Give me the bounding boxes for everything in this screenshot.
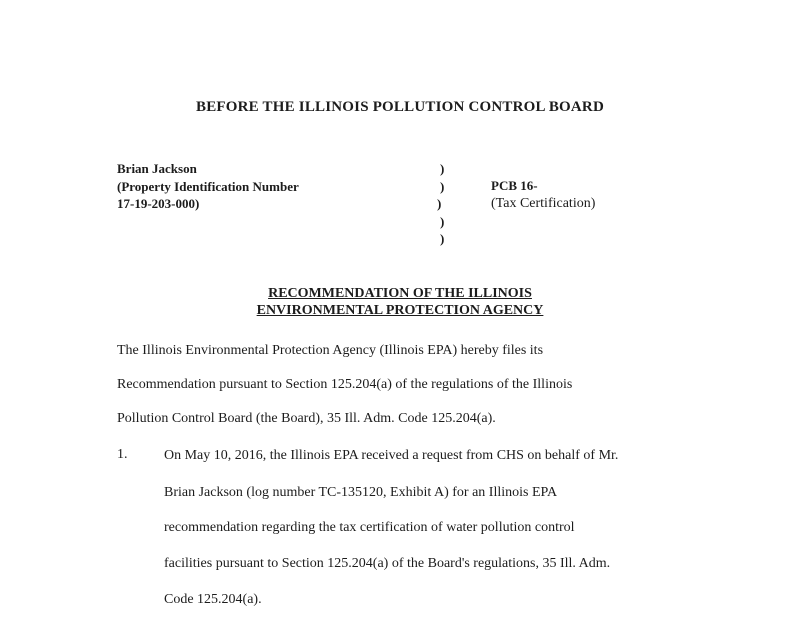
recommendation-title-line1: RECOMMENDATION OF THE ILLINOIS [268, 286, 532, 301]
case-caption-parties [117, 160, 299, 213]
caption-paren: ) [440, 213, 445, 229]
item-line: On May 10, 2016, the Illinois EPA received a request from CHS on behalf of Mr. [164, 448, 619, 463]
item-line: Code 125.204(a). [164, 592, 262, 607]
recommendation-title-line2: ENVIRONMENTAL PROTECTION AGENCY [256, 303, 544, 318]
caption-paren: ) [437, 196, 442, 211]
item-line: Brian Jackson (log number TC-135120, Exhibit A) for an Illinois EPA [164, 485, 558, 500]
recommendation-title [0, 285, 800, 319]
intro-line: Recommendation pursuant to Section 125.204(a) of the regulations of the Illinois [117, 377, 573, 392]
property-id-label: (Property Identification Number [117, 178, 299, 194]
caption-paren: ) [440, 178, 445, 194]
case-info [491, 177, 595, 212]
item-number: 1. [117, 447, 128, 462]
caption-parentheses [437, 160, 445, 248]
board-heading: BEFORE THE ILLINOIS POLLUTION CONTROL BOARD [196, 99, 604, 115]
intro-line: Pollution Control Board (the Board), 35 Ill. Adm. Code 125.204(a). [117, 411, 496, 426]
property-id-number: 17-19-203-000) [117, 196, 200, 211]
petitioner-name: Brian Jackson [117, 161, 197, 176]
case-number: PCB 16- [491, 178, 538, 193]
case-type: (Tax Certification) [491, 195, 596, 211]
item-line: facilities pursuant to Section 125.204(a) of the Board's regulations, 35 Ill. Adm. [164, 556, 611, 571]
item-line: recommendation regarding the tax certification of water pollution control [164, 520, 575, 535]
caption-paren: ) [440, 231, 445, 246]
caption-paren: ) [440, 161, 445, 176]
intro-line: The Illinois Environmental Protection Agency (Illinois EPA) hereby files its [117, 343, 544, 358]
